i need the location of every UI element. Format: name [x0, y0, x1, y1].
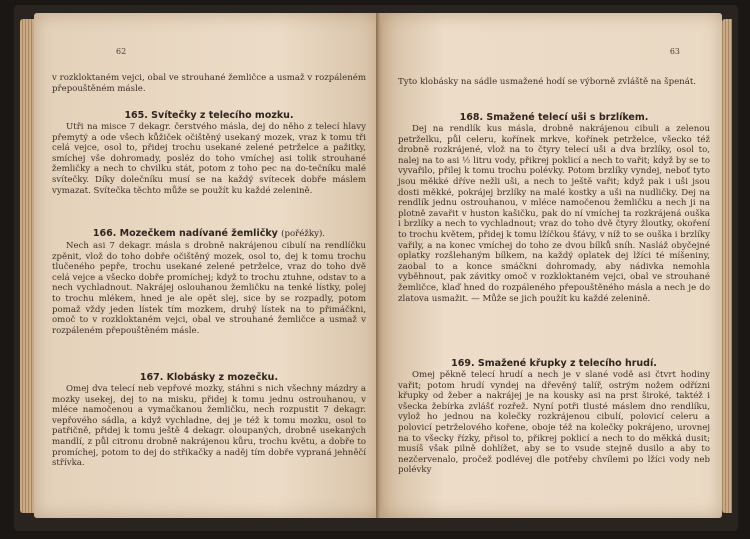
recipe-section — [52, 227, 366, 336]
recipe-heading: 169. Smažené křupky z telecího hrudí. — [451, 358, 657, 369]
recipe-heading: 167. Klobásky z mozečku. — [139, 372, 279, 383]
recipe-heading: 166. Mozečkem nadívané žemličky (pořéžky). — [92, 228, 326, 239]
page-number: 63 — [669, 47, 680, 56]
right-page — [382, 13, 722, 518]
left-page — [34, 13, 380, 518]
recipe-section — [52, 109, 366, 196]
page-number: 62 — [116, 47, 127, 56]
recipe-section — [398, 357, 710, 476]
recipe-section — [52, 371, 366, 469]
right-page-edges — [722, 19, 732, 513]
recipe-body: Omej dva telecí neb vepřové mozky, stáhni s nich všechny mázdry a mozky usekej, dej to na misku, přidej k tomu jednu ostrouhanou, v mléce namočenou a vymačkanou žemličku, nech rozpustit 7 dekagr. vepřového sádla, a když vychladne, dej je též k tomu mozku, osol to patřičně, přidej k tomu ještě 4 dekagr. oloupaných, drobně usekaných mandlí, z půl citronu drobně nakrájenou kůru, trochu květu, a dobře to promíchej, potom to dej do střikačky a naděj tím dobře vypraná jehněčí střívka. — [52, 384, 366, 469]
recipe-body: Nech asi 7 dekagr. másla s drobně nakrájenou cibulí na rendlíčku zpěnit, vlož do toho dobře očištěný mozek, osol to, dej k tomu trochu tlučeného pepře, trochu usekané zelené petrželce, vraz do toho dvě celá vejce a všecko dobře promíchej; když to trochu ztuhne, odstav to a nech vychladnout. Nakrájej oslouhanou žemličku na tenké lístky, polej to trochu mlékem, hned je ale opět slej, sice by se rozpadly, potom pomaž vždy jeden lístek tím mozkem, druhý lístek na to přimáčkni, omoč to v rozkloktaném vejci, obal ve strouhané žemličce a usmaž v rozpáleném přepouštěném másle. — [52, 241, 366, 336]
recipe-body: Dej na rendlík kus másla, drobně nakrájenou cibuli a zelenou petrželku, půl celeru, kořínek mrkve, kořínek petrželce, všecko též drobně rozkrájené, vlož na to čtyry telecí uši a dva brzlíky, osol to, nalej na to asi ½ litru vody, přikrej poklicí a nech to vařit; když by se to vyvařilo, přilej k tomu trochu polévky. Potom brzlíky vyndej, neboť tyto jsou měkké dříve nežli uši, a nech to ještě vařit; když pak i uši jsou dosti měkké, pokrájej brzlíky na malé kostky a uši na nudličky. Dej na rendlík jednu ostrouhanou, v mléce namočenou žemličku a nech ji na plotně zavařit v huston kašičku, pak do ní vmíchej ta rozkrájená ouška i brzlíky a nech to vychladnout; vraz do toho dvě čtyry žloutky, okoření to trochu květem, přidej k tomu lžíčkou šťávy, v níž to se ouška i brzlíky vařily, a na konec vmíchej do toho ze dvou bílků sníh. Nasláž obyčejné oplatky rozšlehaným bílkem, na každý oplatek dej lžíci té míšeniny, zaobal to a konce smáčkni dohromady, aby nádivka nemohla vyběhnout, pak závitky omoč v rozkloktaném vejci, obal ve strouhané žemličce, klaď hned do rozpáleného přepouštěného másla a nech je do zlatova usmažit. — Může se jich použít ku každé zelenině. — [398, 124, 710, 304]
recipe-body: Utři na misce 7 dekagr. čerstvého másla, dej do něho z telecí hlavy přemytý a ode všech kůžiček očištěný usekaný mozek, vraz k tomu tři celá vejce, osol to, přidej trochu usekané zelené petrželce a pažitky, smíchej vše dohromady, posléz do toho vmíchej asi tolik strouhané žemličky a nech to chvilku stát, potom z toho pec na do-tečníku malé svítečky. Díky dolečníku musí se na každý svítecek dobře máslem vymazat. Svítečka těchto může se použít ku každé zelenině. — [52, 122, 366, 196]
continuation-text: Tyto klobásky na sádle usmažené hodí se výborně zvláště na špenát. — [398, 77, 697, 87]
recipe-heading: 165. Svítečky z telecího mozku. — [124, 110, 294, 121]
recipe-heading: 168. Smažené telecí uši s brzlíkem. — [459, 112, 649, 123]
continuation-text: v rozkloktaném vejci, obal ve strouhané žemličce a usmaž v rozpáleném přepouštěném másle. — [52, 73, 366, 94]
recipe-section — [398, 111, 710, 304]
recipe-body: Omej pěkně telecí hrudí a nech je v slané vodě asi čtvrt hodiny vařit; potom hrudí vyndej na dřevěný talíř, ostrým nožem odřízni křupky od žeber a nakrájej je na kousky asi na prst široké, taktéž i všecka žebírka zvlášť rozřež. Nyní potři tlusté máslem dno rendlíku, vylož ho jednou na kolečky rozkrájenou cibulí, polovicí celeru a polovicí petrželového kořene, oboje též na kolečky pokrájeno, urovnej na to všecky řízky, přisol to, přikrej poklicí a nech to do měkká dusit; musíš však pilně dohlížet, aby se to vsude stejně dusilo a aby to nezčervenalo, pročež podlévej dle potřeby chvílemi po lžíci vody neb polévky — [398, 370, 710, 476]
open-book — [14, 5, 738, 531]
left-page-edges — [20, 19, 34, 513]
